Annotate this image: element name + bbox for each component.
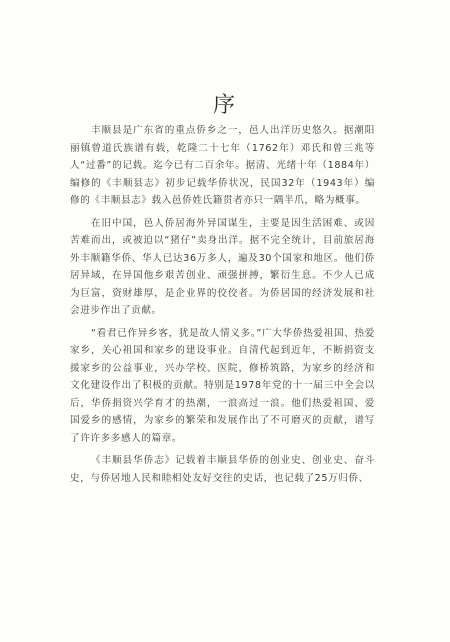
paragraph-4: 《丰顺县华侨志》记载着丰顺县华侨的创业史、创业史、奋斗史，与侨居地人民和睦相处友好交往的史话，也记载了25万归侨、 — [70, 455, 375, 484]
paragraph-3: “看君已作异乡客，犹是故人情义多。”广大华侨热爱祖国、热爱家乡，关心祖国和家乡的建设事业。自清代起到近年，不断捐资支援家乡的公益事业，兴办学校、医院，修桥筑路，为家乡的经济和文化建设作出了积极的贡献。特别是1978年党的十一届三中全会以后，华侨捐资兴学育才的热潮，一浪高过一浪。他们热爱祖国、爱国爱乡的感情，为家乡的繁荣和发展作出了不可磨灭的贡献，谱写了许许多多感人的篇章。 — [70, 327, 375, 444]
preface-body — [70, 122, 375, 492]
paragraph-1: 丰顺县是广东省的重点侨乡之一，邑人出洋历史悠久。据潮阳丽镇曾道氏族谱有载，乾隆二十七年（1762年）邓氏和曾三兆等人“过番”的记载。迄今已有二百余年。据清、光绪十年（1884年）编修的《丰顺县志》初步记载华侨状况，民国32年（1943年）编修的《丰顺县志》载入邑侨姓氏籍贯者亦只一隅半爪，略为概事。 — [70, 125, 375, 206]
paragraph-2: 在旧中国，邑人侨居海外异国谋生，主要是因生活困难、或因苦难而出，或被迫以“猪仔”卖身出洋。据不完全统计，目前旅居海外丰顺籍华侨、华人已达36万多人，遍及30个国家和地区。他们侨居异域，在异国他乡艰苦创业、顽强拼搏，繁衍生息。不少人已成为巨富，资财雄厚，是企业界的佼佼者。为侨居国的经济发展和社会进步作出了贡献。 — [70, 217, 375, 316]
page-title: 序 — [212, 93, 237, 118]
